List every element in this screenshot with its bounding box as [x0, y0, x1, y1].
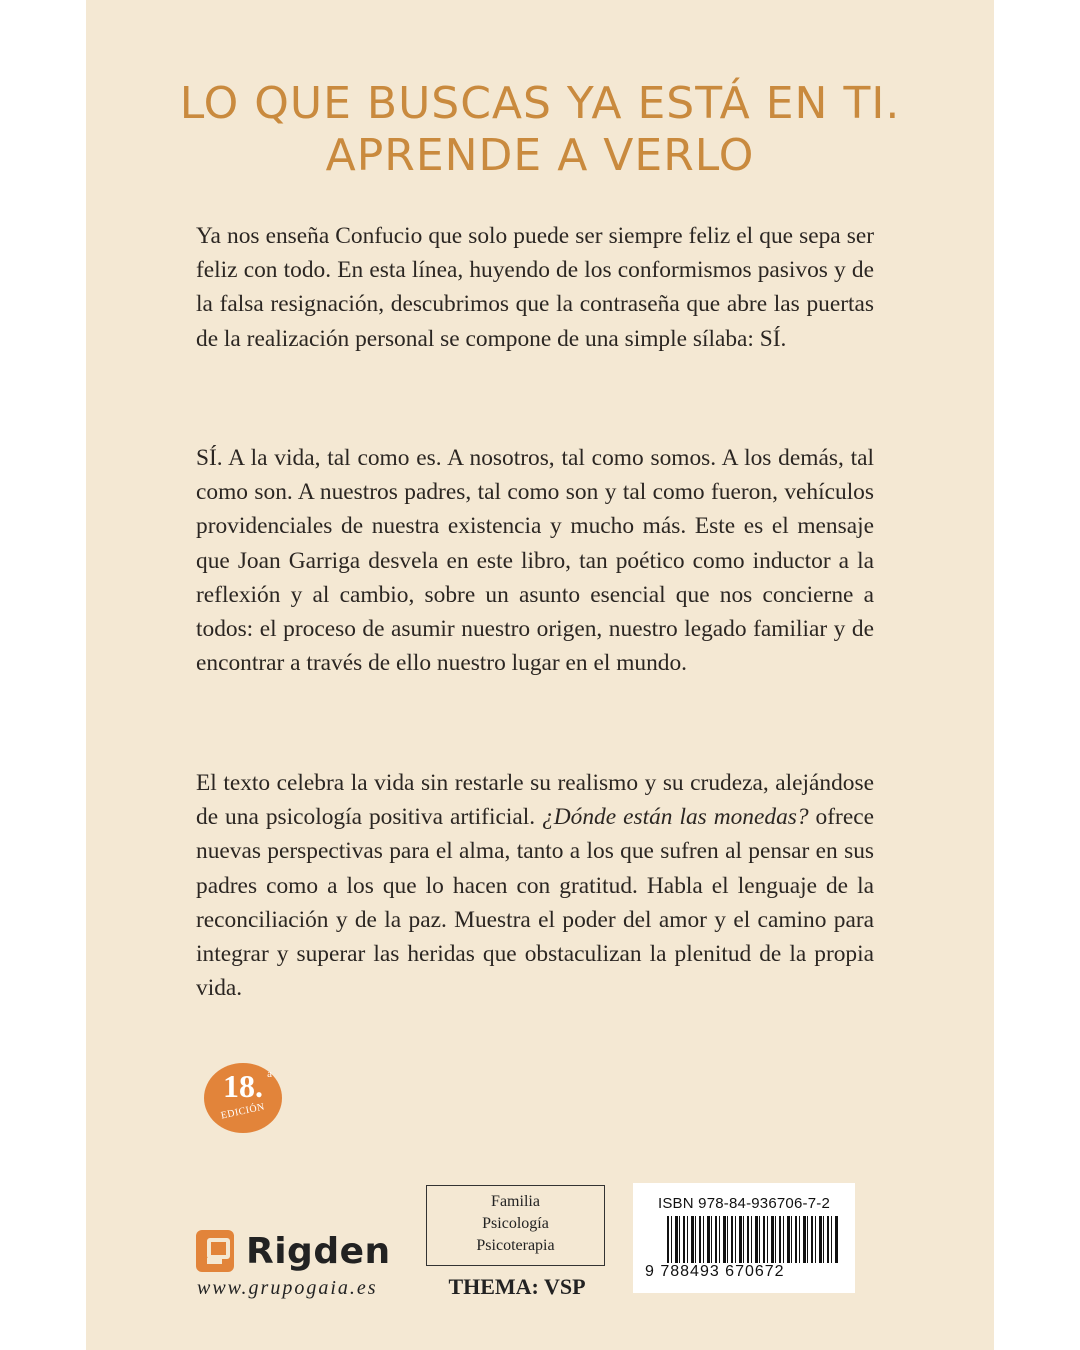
isbn-label: ISBN 978-84-936706-7-2 — [657, 1195, 830, 1212]
headline-line-1: LO QUE BUSCAS YA ESTÁ EN TI. — [179, 78, 901, 129]
barcode-digits: 9 788493 670672 — [643, 1263, 845, 1281]
blurb-p3-start: El texto celebra la vida sin restarle su realismo y su crudeza, alejándose de una psicología positiva artificial. — [196, 770, 874, 831]
category-line-3: Psicoterapia — [476, 1237, 555, 1254]
isbn-block — [633, 1183, 855, 1293]
category-line-2: Psicología — [482, 1215, 549, 1232]
blurb-paragraph-3 — [196, 766, 874, 1005]
edition-label: EDICIÓN — [219, 1101, 266, 1122]
edition-number: 18. — [223, 1068, 263, 1104]
headline-line-2: APRENDE A VERLO — [325, 130, 755, 181]
blurb-paragraph-1: Ya nos enseña Confucio que solo puede ser siempre feliz el que sepa ser feliz con todo. En esta línea, huyendo de los conformismos pasivos y de la falsa resignación, descubrimos que la contraseña que abre las puertas de la realización personal se compone de una simple sílaba: SÍ. — [196, 223, 874, 352]
publisher-url: www.grupogaia.es — [197, 1277, 378, 1299]
edition-badge — [204, 1063, 282, 1133]
publisher-name: Rigden — [246, 1230, 391, 1272]
publisher-logo — [196, 1228, 391, 1274]
rigden-logo-icon — [196, 1230, 234, 1272]
cover-headline — [86, 78, 994, 182]
blurb-p3-end: ofrece nuevas perspectivas para el alma, tanto a los que sufren al pensar en sus padres como a los que lo hacen con gratitud. Habla el lenguaje de la reconciliación y de la paz. Muestra el poder del amor y el camino para integrar y superar las heridas que obstaculizan la plenitud de la propia vida. — [196, 804, 874, 1002]
edition-superscript: a — [267, 1068, 272, 1080]
book-title-italic: ¿Dónde están las monedas? — [542, 804, 809, 831]
book-back-cover — [86, 0, 994, 1350]
blurb-paragraph-2: SÍ. A la vida, tal como es. A nosotros, tal como somos. A los demás, tal como son. A nuestros padres, tal como son y tal como fueron, vehículos providenciales de nuestra existencia y mucho más. Este es el mensaje que Joan Garriga desvela en este libro, tan poético como inductor a la reflexión y al cambio, sobre un asunto esencial que nos concierne a todos: el proceso de asumir nuestro origen, nuestro legado familiar y de encontrar a través de ello nuestro lugar en el mundo. — [196, 445, 874, 677]
category-box — [426, 1185, 605, 1266]
thema-code: THEMA: VSP — [448, 1274, 586, 1299]
category-line-1: Familia — [491, 1193, 540, 1210]
